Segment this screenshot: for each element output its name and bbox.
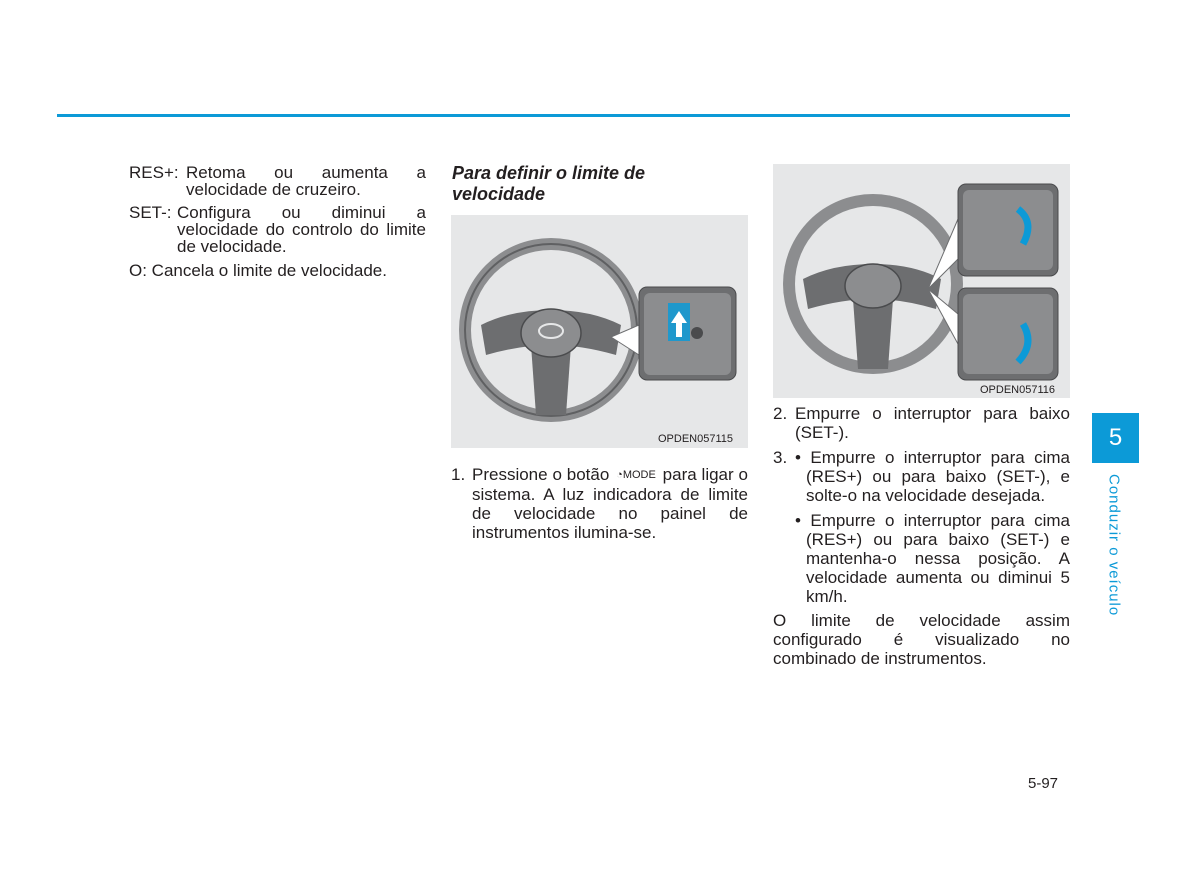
closing-paragraph — [773, 611, 1070, 668]
closing-text: O limite de velocidade assim configurado é visualizado no combinado de instrumentos. — [773, 611, 1070, 668]
steering-wheel-illustration — [451, 215, 748, 448]
step-3-bullet-2 — [773, 511, 1070, 606]
definition-term: RES+: — [129, 163, 179, 182]
definition-description: Configura ou diminui a velocidade do controlo do limite de velocidade. — [177, 203, 426, 256]
step-text: para ligar o sistema. A luz indicadora de limite de velocidade no painel de instrumentos ilumina-se. — [472, 465, 748, 543]
steering-wheel-illustration — [773, 164, 1070, 398]
step-number: 2. — [773, 404, 788, 423]
step-3 — [773, 448, 1070, 505]
steering-wheel-figure-1 — [451, 215, 748, 448]
step-number: 3. — [773, 448, 788, 467]
step-bullet: • Empurre o interruptor para cima (RES+) ou para baixo (SET-), e solte-o na velocidade desejada. — [795, 448, 1070, 505]
chapter-number-tab: 5 — [1092, 413, 1139, 463]
step-text: Empurre o interruptor para baixo (SET-). — [795, 404, 1070, 442]
section-heading: Para definir o limite de velocidade — [452, 163, 646, 204]
step-2 — [773, 404, 1070, 442]
step-1 — [451, 465, 748, 542]
page-number: 5-97 — [1028, 775, 1059, 792]
definition-term: SET-: — [129, 203, 172, 222]
step-number: 1. — [451, 465, 466, 484]
definition-res-plus — [129, 164, 426, 198]
header-rule — [57, 114, 1070, 117]
chapter-title: Conduzir o veículo — [1105, 474, 1123, 617]
cancel-text: O: Cancela o limite de velocidade. — [129, 261, 387, 280]
figure-caption: OPDEN057115 — [658, 433, 734, 445]
step-bullet: • Empurre o interruptor para cima (RES+) ou para baixo (SET-) e mantenha-o nessa posição. A velocidade aumenta ou diminui 5 km/h. — [795, 511, 1070, 606]
speedometer-mode-icon: ◔MODE — [616, 469, 656, 482]
figure-caption: OPDEN057116 — [980, 384, 1056, 396]
steering-wheel-figure-2 — [773, 164, 1070, 398]
definition-set-minus — [129, 204, 426, 255]
step-text: Pressione o botão — [472, 465, 610, 484]
definition-description: Retoma ou aumenta a velocidade de cruzeiro. — [186, 163, 426, 199]
